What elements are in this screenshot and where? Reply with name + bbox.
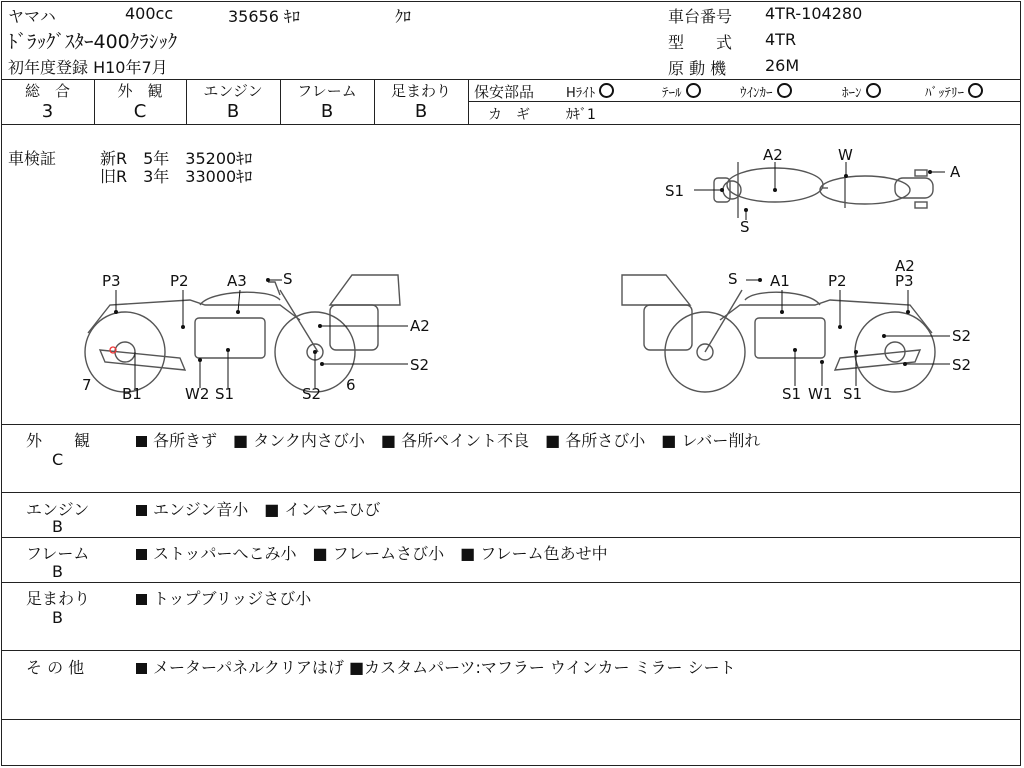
top-label: S — [740, 218, 750, 236]
right-label: A1 — [770, 272, 790, 290]
safety-horn: ﾎｰﾝ — [842, 82, 881, 101]
left-markers — [110, 278, 408, 388]
type-label: 型 式 — [668, 33, 733, 52]
divider — [1, 582, 1021, 583]
top-label: A — [950, 163, 961, 181]
type-value: 4TR — [765, 30, 797, 49]
remark-title-exterior: 外 観 — [26, 431, 91, 450]
right-label: S1 — [843, 385, 863, 403]
left-label: B1 — [122, 385, 142, 403]
right-label: S2 — [952, 327, 972, 345]
remark-grade-engine: B — [52, 517, 63, 536]
left-label: A3 — [227, 272, 247, 290]
safety-label: 保安部品 — [474, 83, 535, 101]
remark-title-frame: フレーム — [26, 544, 90, 563]
remark-title-other: そ の 他 — [26, 658, 85, 677]
rating-header-exterior: 外 観 — [117, 82, 163, 100]
divider — [1, 424, 1021, 425]
left-label: P3 — [102, 272, 121, 290]
left-label: S2 — [410, 356, 430, 374]
rating-frame: B — [320, 101, 334, 122]
remark-title-engine: エンジン — [26, 500, 90, 519]
displacement: 400cc — [125, 4, 174, 23]
model-name: ﾄﾞﾗｯｸﾞｽﾀｰ400ｸﾗｼｯｸ — [8, 31, 178, 53]
rating-header-engine: エンジン — [203, 82, 263, 100]
right-label: A2 — [895, 257, 915, 275]
remark-grade-exterior: C — [52, 450, 64, 469]
frame-number: 4TR-104280 — [765, 4, 863, 23]
engine-value: 26M — [765, 56, 800, 75]
remark-text-engine: エンジン音小 ■ インマニひび — [136, 497, 380, 520]
remark-text-exterior: 各所きず ■ タンク内さび小 ■ 各所ペイント不良 ■ 各所さび小 ■ レバー削れ — [136, 428, 760, 451]
rating-header-suspension: 足まわり — [390, 82, 451, 100]
rating-engine: B — [226, 101, 240, 122]
inspection-old: 旧R 3年 33000ｷﾛ — [100, 167, 253, 186]
bike-left-view — [85, 275, 400, 392]
left-label: W2 — [185, 385, 210, 403]
first-registration: 初年度登録 H10年7月 — [8, 58, 168, 77]
left-label: 7 — [82, 376, 92, 394]
right-markers — [746, 278, 950, 386]
safety-headlight: Hﾗｲﾄ — [566, 82, 614, 101]
rating-overall: 3 — [41, 101, 54, 122]
bullet-icon — [136, 594, 147, 605]
remark-grade-suspension: B — [52, 608, 63, 627]
key-label: カ ギ — [488, 107, 530, 123]
ok-mark-icon — [686, 83, 701, 98]
bullet-icon — [136, 549, 147, 560]
left-label: P2 — [170, 272, 189, 290]
safety-winker: ｳｲﾝｶｰ — [740, 82, 792, 101]
remark-title-suspension: 足まわり — [26, 589, 91, 608]
remark-grade-frame: B — [52, 562, 63, 581]
divider — [468, 101, 1021, 102]
rating-header-frame: フレーム — [297, 82, 357, 100]
color: ｸﾛ — [395, 7, 412, 26]
engine-label: 原 動 機 — [668, 59, 727, 78]
inspection-label: 車検証 — [8, 149, 57, 168]
bike-right-view — [622, 275, 935, 392]
top-label: S1 — [665, 182, 685, 200]
left-label: S — [283, 270, 293, 288]
bullet-icon — [136, 663, 147, 674]
maker: ヤマハ — [8, 7, 56, 26]
divider — [1, 650, 1021, 651]
right-label: S1 — [782, 385, 802, 403]
divider — [1, 537, 1021, 538]
rating-exterior: C — [133, 101, 147, 122]
divider — [1, 719, 1021, 720]
left-label: S2 — [302, 385, 322, 403]
key-value: ｶｷﾞ1 — [566, 107, 596, 123]
safety-tail: ﾃｰﾙ — [662, 82, 701, 101]
remark-text-other: メーターパネルクリアはげ ■カスタムパーツ:マフラー ウインカー ミラー シート — [136, 655, 736, 678]
inspection-new: 新R 5年 35200ｷﾛ — [100, 149, 253, 168]
remark-text-frame: ストッパーへこみ小 ■ フレームさび小 ■ フレーム色あせ中 — [136, 541, 608, 564]
rating-header-overall: 総 合 — [24, 82, 70, 100]
left-label: S1 — [215, 385, 235, 403]
mileage: 35656 ｷﾛ — [228, 7, 300, 26]
bullet-icon — [136, 505, 147, 516]
divider — [468, 79, 469, 124]
left-label: 6 — [346, 376, 356, 394]
right-label: P3 — [895, 272, 914, 290]
ok-mark-icon — [866, 83, 881, 98]
divider — [1, 492, 1021, 493]
top-label: W — [838, 146, 853, 164]
ok-mark-icon — [968, 83, 983, 98]
right-label: W1 — [808, 385, 833, 403]
damage-diagram — [0, 125, 1024, 425]
right-label: P2 — [828, 272, 847, 290]
right-label: S — [728, 270, 738, 288]
remark-text-suspension: トップブリッジさび小 — [136, 586, 311, 609]
bullet-icon — [136, 436, 147, 447]
frame-number-label: 車台番号 — [668, 7, 733, 26]
ok-mark-icon — [599, 83, 614, 98]
top-label: A2 — [763, 146, 783, 164]
rating-suspension: B — [414, 101, 428, 122]
right-label: S2 — [952, 356, 972, 374]
safety-battery: ﾊﾞｯﾃﾘｰ — [925, 82, 983, 101]
left-label: A2 — [410, 317, 430, 335]
ok-mark-icon — [777, 83, 792, 98]
